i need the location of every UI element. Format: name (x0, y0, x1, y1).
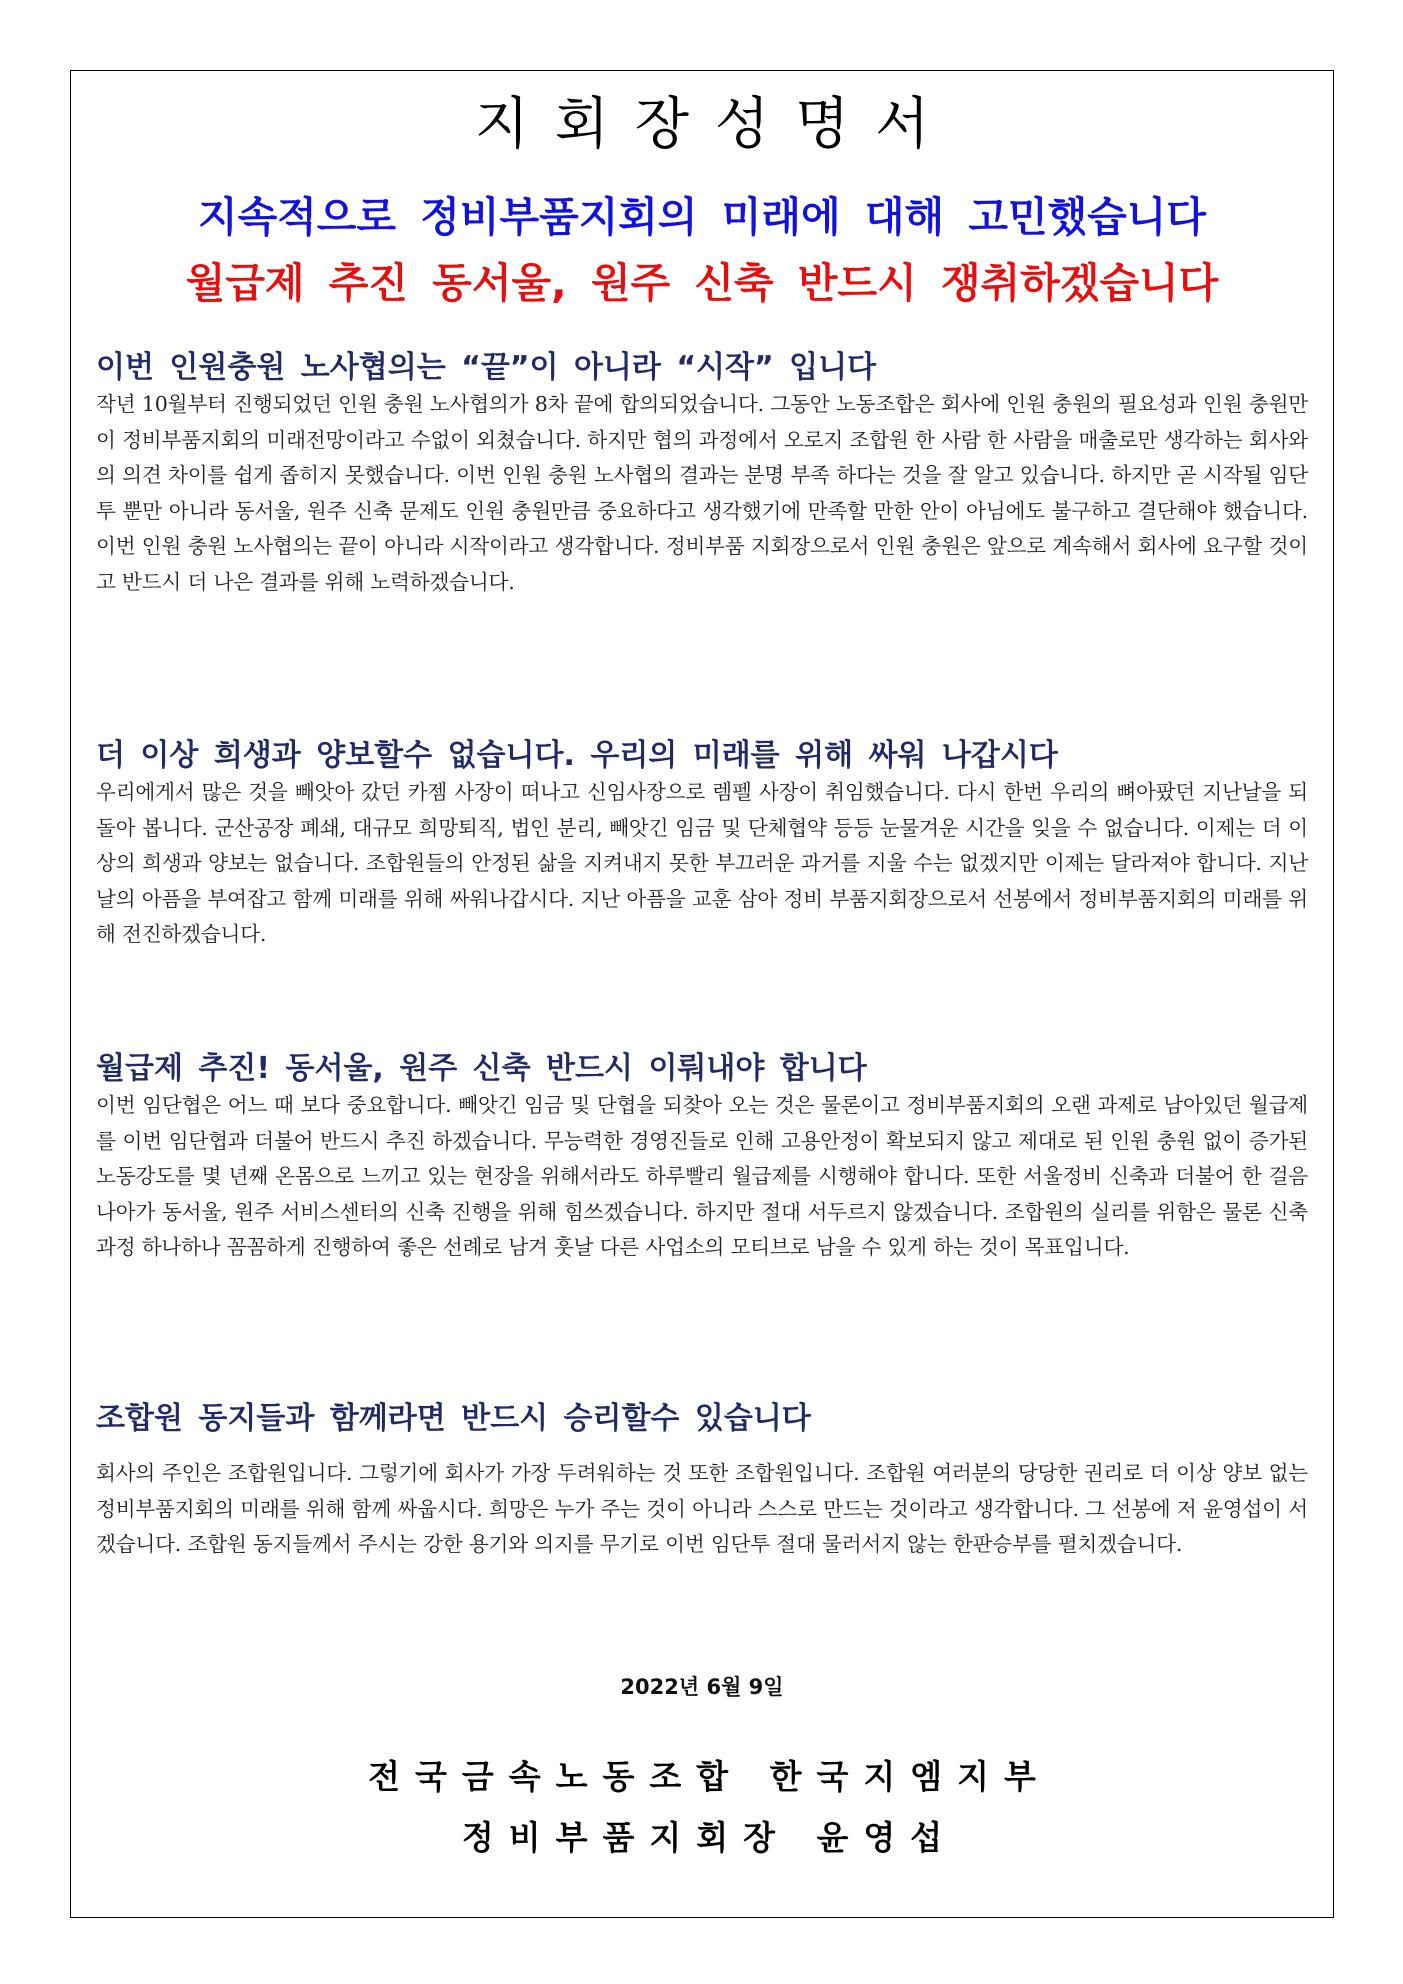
section-body: 회사의 주인은 조합원입니다. 그렇기에 회사가 가장 두려워하는 것 또한 조합원입니다. 조합원 여러분의 당당한 권리로 더 이상 양보 없는 정비부품지회의 미래를 위해 함께 싸웁시다. 희망은 누가 주는 것이 아니라 스스로 만드는 것이라고 생각합니다. 그 선봉에 저 윤영섭이 서겠습니다. 조합원 동지들께서 주시는 강한 용기와 의지를 무기로 이번 임단투 절대 물러서지 않는 한판승부를 펼치겠습니다. (96, 1461, 1308, 1556)
section-no-more-sacrifice (96, 736, 1308, 953)
section-staffing (96, 348, 1308, 600)
section-monthly-wage (96, 1049, 1308, 1266)
section-victory (96, 1399, 1308, 1563)
section-body: 우리에게서 많은 것을 빼앗아 갔던 카젬 사장이 떠나고 신임사장으로 렘펠 사장이 취임했습니다. 다시 한번 우리의 뼈아팠던 지난날을 되돌아 봅니다. 군산공장 폐쇄, 대규모 희망퇴직, 법인 분리, 빼앗긴 임금 및 단체협약 등등 눈물겨운 시간을 잊을 수 없습니다. 이제는 더 이상의 희생과 양보는 없습니다. 조합원들의 안정된 삶을 지켜내지 못한 부끄러운 과거를 지울 수는 없겠지만 이제는 달라져야 합니다. 지난 날의 아픔을 부여잡고 함께 미래를 위해 싸워나갑시다. 지난 아픔을 교훈 삼아 정비 부품지회장으로서 선봉에서 정비부품지회의 미래를 위해 전진하겠습니다. (96, 780, 1308, 946)
subtitle-red: 월급제 추진 동서울, 원주 신축 반드시 쟁취하겠습니다 (185, 259, 1219, 307)
section-heading: 더 이상 희생과 양보할수 없습니다. 우리의 미래를 위해 싸워 나갑시다 (96, 738, 1058, 773)
section-body: 작년 10월부터 진행되었던 인원 충원 노사협의가 8차 끝에 합의되었습니다. 그동안 노동조합은 회사에 인원 충원의 필요성과 인원 충원만이 정비부품지회의 미래전망이라고 수없이 외쳤습니다. 하지만 협의 과정에서 오로지 조합원 한 사람 한 사람을 매출로만 생각하는 회사와의 의견 차이를 쉽게 좁히지 못했습니다. 이번 인원 충원 노사협의 결과는 분명 부족 하다는 것을 잘 알고 있습니다. 하지만 곧 시작될 임단투 뿐만 아니라 동서울, 원주 신축 문제도 인원 충원만큼 중요하다고 생각했기에 만족할 만한 안이 아님에도 불구하고 결단해야 했습니다. 이번 인원 충원 노사협의는 끝이 아니라 시작이라고 생각합니다. 정비부품 지회장으로서 인원 충원은 앞으로 계속해서 회사에 요구할 것이고 반드시 더 나은 결과를 위해 노력하겠습니다. (96, 392, 1308, 594)
subtitle-blue: 지속적으로 정비부품지회의 미래에 대해 고민했습니다 (197, 193, 1207, 241)
section-heading: 조합원 동지들과 함께라면 반드시 승리할수 있습니다 (96, 1401, 811, 1436)
document-title: 지회장성명서 (474, 92, 956, 157)
section-body: 이번 임단협은 어느 때 보다 중요합니다. 빼앗긴 임금 및 단협을 되찾아 오는 것은 물론이고 정비부품지회의 오랜 과제로 남아있던 월급제를 이번 임단협과 더불어 반드시 추진 하겠습니다. 무능력한 경영진들로 인해 고용안정이 확보되지 않고 제대로 된 인원 충원 없이 증가된 노동강도를 몇 년째 온몸으로 느끼고 있는 현장을 위해서라도 하루빨리 월급제를 시행해야 합니다. 또한 서울정비 신축과 더불어 한 걸음 나아가 동서울, 원주 서비스센터의 신축 진행을 위해 힘쓰겠습니다. 하지만 절대 서두르지 않겠습니다. 조합원의 실리를 위함은 물론 신축 과정 하나하나 꼼꼼하게 진행하여 좋은 선례로 남겨 훗날 다른 사업소의 모티브로 남을 수 있게 하는 것이 목표입니다. (96, 1093, 1308, 1259)
document-frame (70, 70, 1334, 1918)
section-heading: 이번 인원충원 노사협의는 “끝”이 아니라 “시작” 입니다 (96, 350, 877, 385)
signature-name: 정비부품지회장 윤영섭 (461, 1818, 958, 1857)
document-date: 2022년 6월 9일 (620, 1675, 784, 1699)
signature-organization: 전국금속노동조합 한국지엠지부 (368, 1757, 1051, 1796)
section-heading: 월급제 추진! 동서울, 원주 신축 반드시 이뤄내야 합니다 (96, 1051, 867, 1086)
